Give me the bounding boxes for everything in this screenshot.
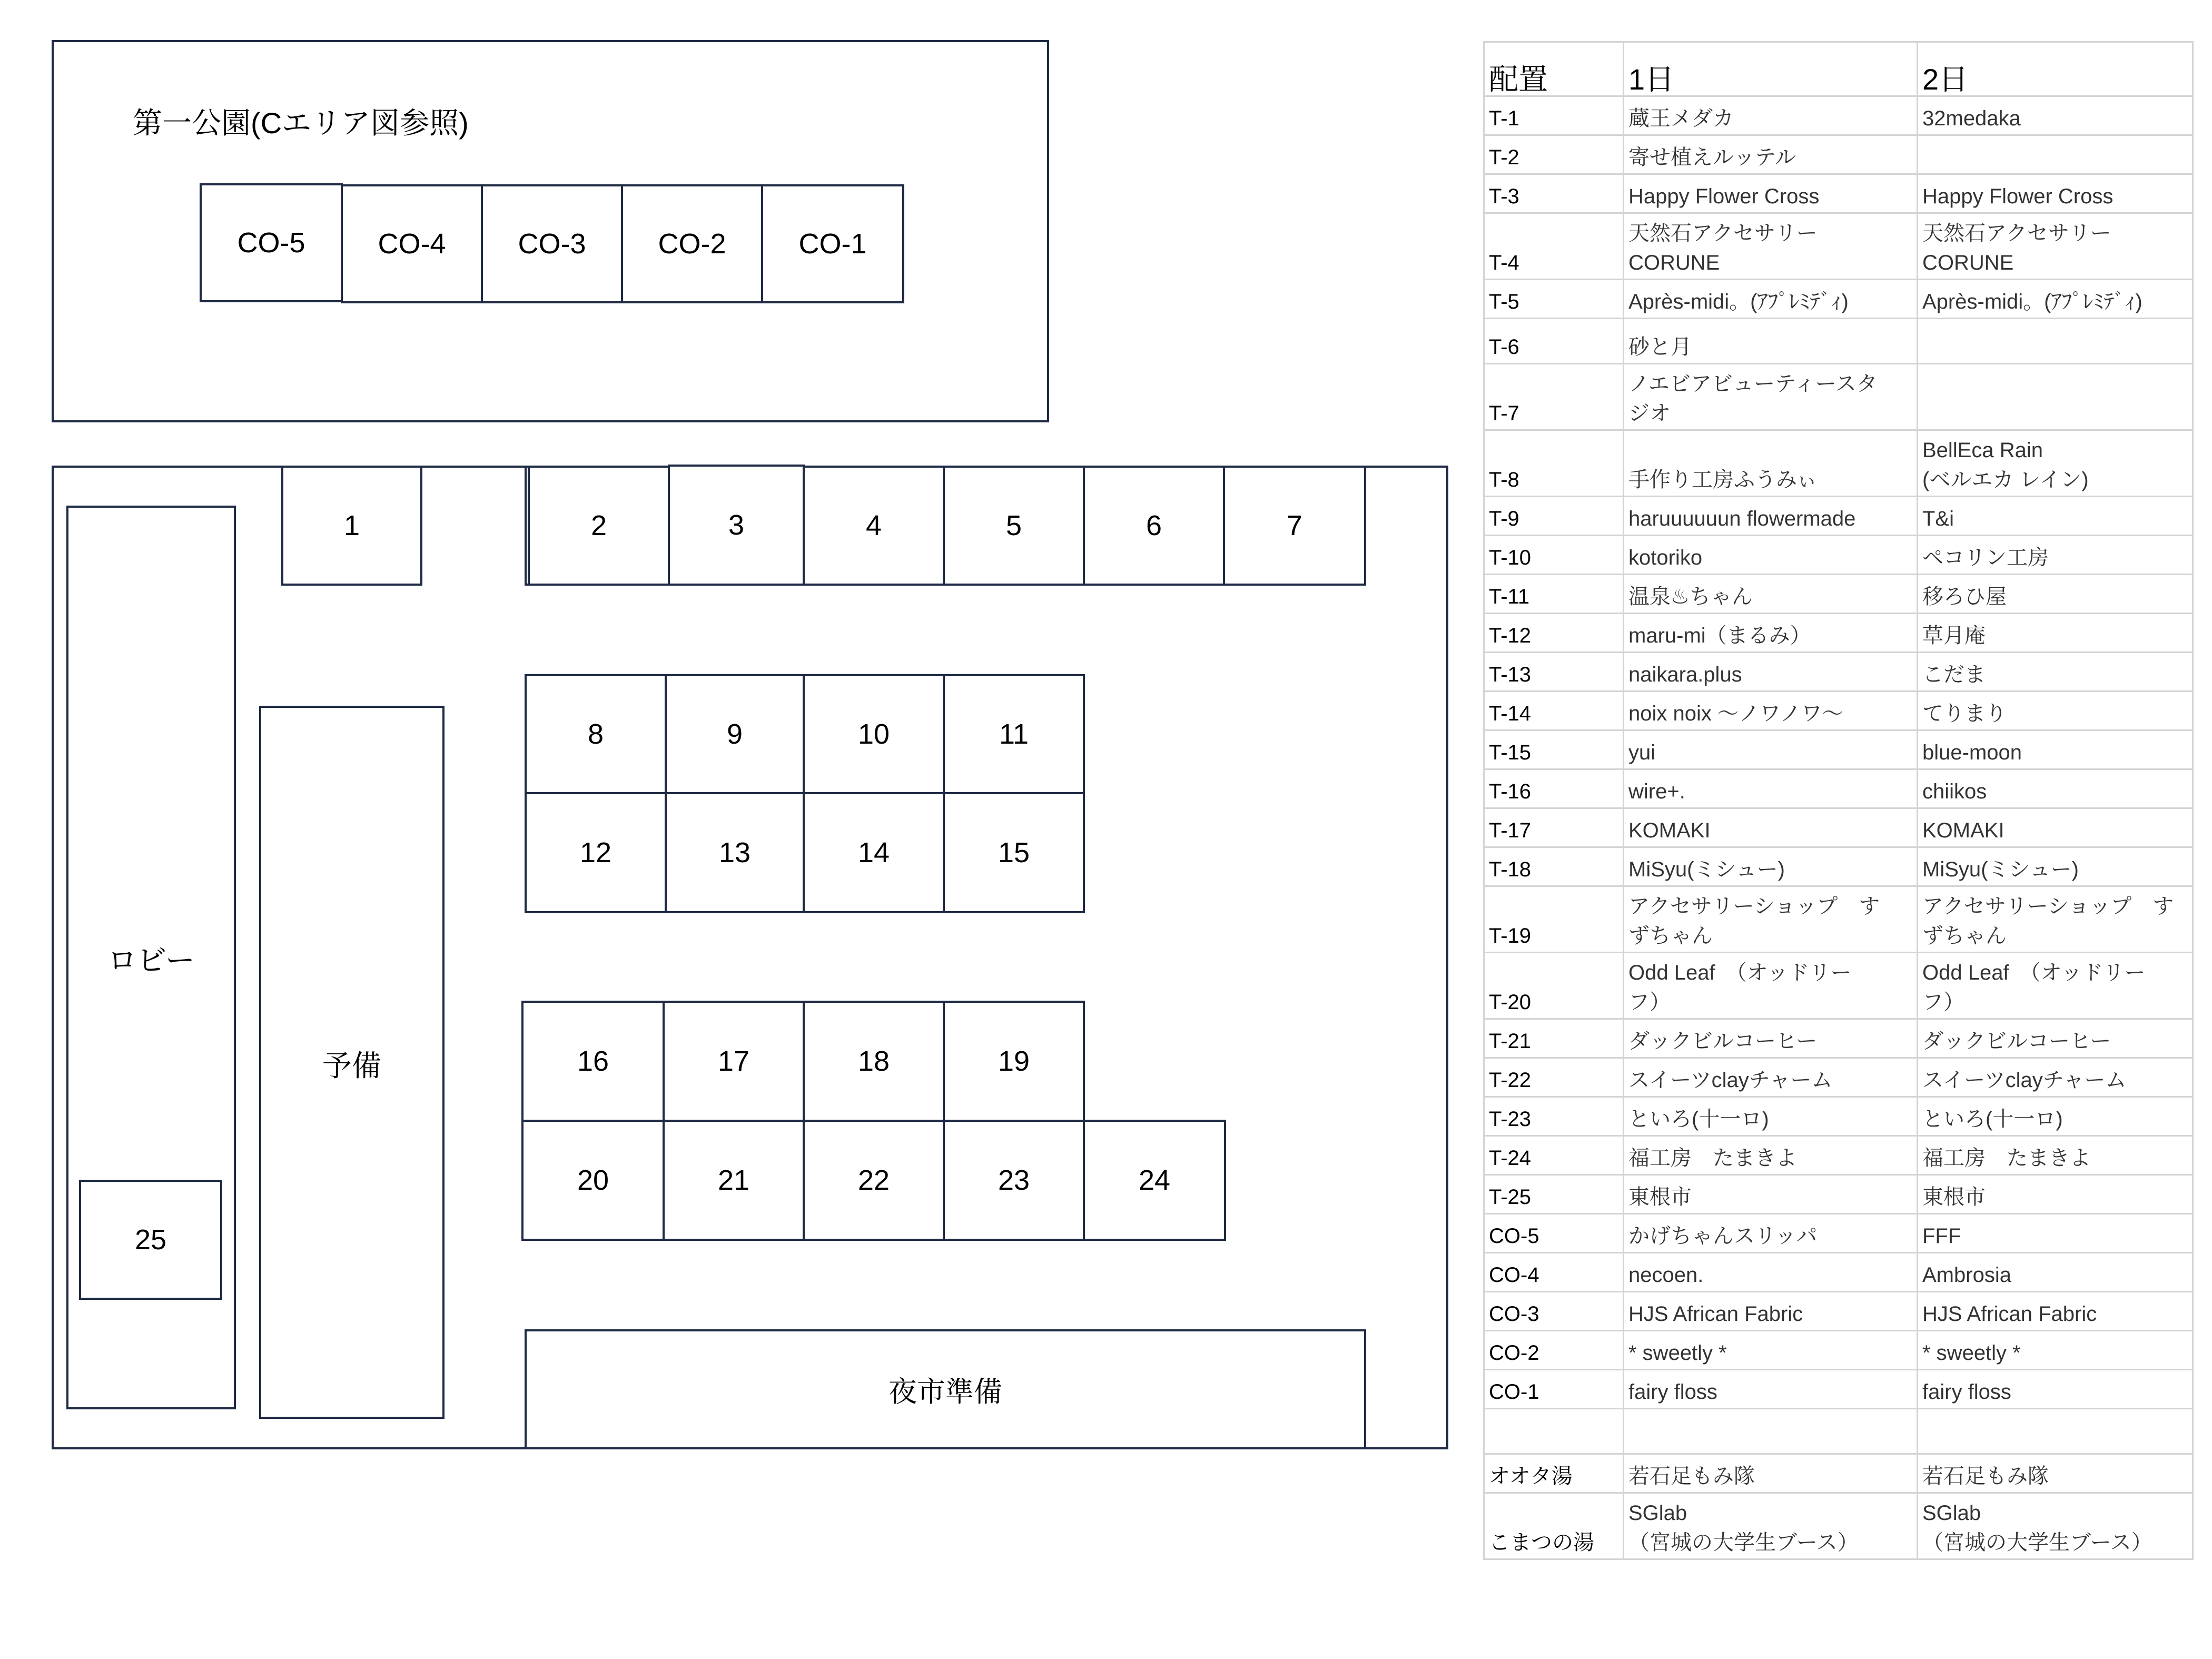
roster-row — [1484, 1019, 2193, 1058]
roster-day2-cell: fairy floss — [1918, 1370, 2193, 1409]
roster-day2-cell: Happy Flower Cross — [1918, 174, 2193, 213]
roster-day2-cell: 東根市 — [1918, 1175, 2193, 1214]
booth-16[interactable]: 16 — [521, 1001, 665, 1122]
roster-day1-cell: かげちゃんスリッパ — [1624, 1214, 1918, 1253]
roster-position-cell: T-6 — [1484, 319, 1624, 364]
booth-roster-table — [1483, 41, 2194, 1560]
roster-position-cell: T-22 — [1484, 1058, 1624, 1097]
roster-position-cell: T-17 — [1484, 808, 1624, 847]
roster-day1-cell: Après-midi。(ｱﾌﾟﾚﾐﾃﾞｨ) — [1624, 280, 1918, 319]
roster-row — [1484, 886, 2193, 953]
roster-row — [1484, 174, 2193, 213]
roster-position-cell — [1484, 1409, 1624, 1454]
roster-day2-cell: 32medaka — [1918, 96, 2193, 135]
roster-day2-cell: Odd Leaf （オッドリー フ） — [1918, 953, 2193, 1019]
roster-row — [1484, 364, 2193, 430]
roster-day1-cell: 福工房 たまきよ — [1624, 1136, 1918, 1175]
roster-position-cell: T-3 — [1484, 174, 1624, 213]
roster-day1-cell: 寄せ植えルッテル — [1624, 135, 1918, 174]
roster-row — [1484, 135, 2193, 174]
roster-day2-cell: 天然石アクセサリー CORUNE — [1918, 213, 2193, 280]
roster-day2-cell: アクセサリーショップ す ずちゃん — [1918, 886, 2193, 953]
roster-day1-cell: 砂と月 — [1624, 319, 1918, 364]
roster-row — [1484, 730, 2193, 769]
roster-day2-cell — [1918, 319, 2193, 364]
roster-day2-cell: 福工房 たまきよ — [1918, 1136, 2193, 1175]
roster-position-cell: T-12 — [1484, 614, 1624, 653]
roster-day1-cell: yui — [1624, 730, 1918, 769]
roster-day2-cell: * sweetly * — [1918, 1331, 2193, 1370]
header-day2: 2日 — [1918, 42, 2193, 96]
booth-24[interactable]: 24 — [1083, 1120, 1226, 1241]
booth-11[interactable]: 11 — [943, 674, 1085, 794]
roster-day2-cell: KOMAKI — [1918, 808, 2193, 847]
roster-row — [1484, 497, 2193, 536]
booth-9[interactable]: 9 — [665, 674, 805, 794]
roster-day1-cell: 手作り工房ふうみぃ — [1624, 430, 1918, 497]
roster-day1-cell: necoen. — [1624, 1253, 1918, 1292]
roster-position-cell: T-9 — [1484, 497, 1624, 536]
roster-day1-cell: naikara.plus — [1624, 653, 1918, 692]
roster-day1-cell: 東根市 — [1624, 1175, 1918, 1214]
roster-day1-cell: Happy Flower Cross — [1624, 174, 1918, 213]
roster-row — [1484, 1409, 2193, 1454]
roster-position-cell: T-5 — [1484, 280, 1624, 319]
park-booth-co2[interactable]: CO-2 — [621, 184, 763, 303]
night-market-area[interactable]: 夜市準備 — [525, 1329, 1366, 1449]
booth-15[interactable]: 15 — [943, 792, 1085, 913]
park-booth-co1[interactable]: CO-1 — [761, 184, 904, 303]
booth-10[interactable]: 10 — [803, 674, 945, 794]
roster-day1-cell: 蔵王メダカ — [1624, 96, 1918, 135]
roster-position-cell: T-24 — [1484, 1136, 1624, 1175]
roster-position-cell: T-11 — [1484, 575, 1624, 614]
roster-day1-cell: といろ(十一ロ) — [1624, 1097, 1918, 1136]
roster-day2-cell: 若石足もみ隊 — [1918, 1454, 2193, 1493]
roster-day1-cell: SGlab （宮城の大学生ブース） — [1624, 1493, 1918, 1559]
roster-position-cell: T-14 — [1484, 692, 1624, 730]
roster-day1-cell: haruuuuuun flowermade — [1624, 497, 1918, 536]
roster-row — [1484, 575, 2193, 614]
header-position: 配置 — [1484, 42, 1624, 96]
roster-day2-cell: SGlab （宮城の大学生ブース） — [1918, 1493, 2193, 1559]
roster-row — [1484, 692, 2193, 730]
roster-row — [1484, 1331, 2193, 1370]
roster-position-cell: T-10 — [1484, 536, 1624, 575]
booth-21[interactable]: 21 — [663, 1120, 805, 1241]
roster-day1-cell: kotoriko — [1624, 536, 1918, 575]
booth-14[interactable]: 14 — [803, 792, 945, 913]
roster-day2-cell: BellEca Rain (ベルエカ レイン) — [1918, 430, 2193, 497]
roster-day2-cell: chiikos — [1918, 769, 2193, 808]
roster-row — [1484, 536, 2193, 575]
roster-day2-cell: FFF — [1918, 1214, 2193, 1253]
roster-day1-cell: KOMAKI — [1624, 808, 1918, 847]
park-booth-co3[interactable]: CO-3 — [481, 184, 623, 303]
roster-day2-cell: 移ろひ屋 — [1918, 575, 2193, 614]
roster-position-cell: こまつの湯 — [1484, 1493, 1624, 1559]
roster-position-cell: オオタ湯 — [1484, 1454, 1624, 1493]
roster-day2-cell: こだま — [1918, 653, 2193, 692]
roster-row — [1484, 653, 2193, 692]
roster-position-cell: CO-2 — [1484, 1331, 1624, 1370]
roster-position-cell: T-8 — [1484, 430, 1624, 497]
booth-20[interactable]: 20 — [521, 1120, 665, 1241]
roster-day1-cell: noix noix 〜ノワノワ〜 — [1624, 692, 1918, 730]
roster-row — [1484, 1214, 2193, 1253]
roster-day2-cell: てりまり — [1918, 692, 2193, 730]
roster-day1-cell: 若石足もみ隊 — [1624, 1454, 1918, 1493]
park-title: 第一公園(Cエリア図参照) — [133, 106, 469, 140]
roster-row — [1484, 213, 2193, 280]
park-booth-co5[interactable]: CO-5 — [200, 183, 343, 302]
booth-5[interactable]: 5 — [943, 466, 1085, 586]
roster-day2-cell: T&i — [1918, 497, 2193, 536]
booth-6[interactable]: 6 — [1083, 466, 1225, 586]
roster-position-cell: T-20 — [1484, 953, 1624, 1019]
booth-2[interactable]: 2 — [528, 466, 670, 586]
roster-row — [1484, 1292, 2193, 1331]
roster-day2-cell — [1918, 135, 2193, 174]
roster-day1-cell: スイーツclayチャーム — [1624, 1058, 1918, 1097]
roster-header-row — [1484, 42, 2193, 96]
roster-position-cell: CO-5 — [1484, 1214, 1624, 1253]
roster-position-cell: T-13 — [1484, 653, 1624, 692]
roster-row — [1484, 808, 2193, 847]
roster-position-cell: T-19 — [1484, 886, 1624, 953]
roster-day1-cell: maru-mi（まるみ） — [1624, 614, 1918, 653]
booth-8[interactable]: 8 — [525, 674, 667, 794]
roster-row — [1484, 319, 2193, 364]
booth-23[interactable]: 23 — [943, 1120, 1085, 1241]
roster-day1-cell: Odd Leaf （オッドリー フ） — [1624, 953, 1918, 1019]
roster-position-cell: CO-4 — [1484, 1253, 1624, 1292]
booth-12[interactable]: 12 — [525, 792, 667, 913]
roster-day1-cell — [1624, 1409, 1918, 1454]
roster-position-cell: T-15 — [1484, 730, 1624, 769]
roster-day1-cell: HJS African Fabric — [1624, 1292, 1918, 1331]
roster-day2-cell: MiSyu(ミシュー) — [1918, 847, 2193, 886]
roster-day2-cell: Après-midi。(ｱﾌﾟﾚﾐﾃﾞｨ) — [1918, 280, 2193, 319]
roster-day2-cell: HJS African Fabric — [1918, 1292, 2193, 1331]
roster-position-cell: T-23 — [1484, 1097, 1624, 1136]
roster-day2-cell: スイーツclayチャーム — [1918, 1058, 2193, 1097]
roster-day2-cell — [1918, 1409, 2193, 1454]
reserve-label: 予備 — [322, 1049, 381, 1082]
booth-18[interactable]: 18 — [803, 1001, 945, 1122]
roster-day1-cell: * sweetly * — [1624, 1331, 1918, 1370]
header-day1: 1日 — [1624, 42, 1918, 96]
roster-row — [1484, 1175, 2193, 1214]
roster-row — [1484, 1370, 2193, 1409]
booth-1[interactable]: 1 — [281, 466, 422, 586]
roster-row — [1484, 614, 2193, 653]
roster-day1-cell: 天然石アクセサリー CORUNE — [1624, 213, 1918, 280]
roster-row — [1484, 847, 2193, 886]
roster-row — [1484, 430, 2193, 497]
booth-3[interactable]: 3 — [668, 465, 805, 586]
roster-day1-cell: MiSyu(ミシュー) — [1624, 847, 1918, 886]
roster-row — [1484, 280, 2193, 319]
roster-position-cell: T-2 — [1484, 135, 1624, 174]
park-booth-co4[interactable]: CO-4 — [341, 184, 483, 303]
roster-row — [1484, 1493, 2193, 1559]
roster-row — [1484, 1058, 2193, 1097]
booth-22[interactable]: 22 — [803, 1120, 945, 1241]
roster-day2-cell: といろ(十一ロ) — [1918, 1097, 2193, 1136]
roster-row — [1484, 1097, 2193, 1136]
booth-17[interactable]: 17 — [663, 1001, 805, 1122]
roster-day2-cell: ダックビルコーヒー — [1918, 1019, 2193, 1058]
booth-7[interactable]: 7 — [1223, 466, 1366, 586]
roster-day1-cell: ノエビアビューティースタ ジオ — [1624, 364, 1918, 430]
booth-25[interactable]: 25 — [79, 1180, 222, 1300]
roster-day2-cell — [1918, 364, 2193, 430]
booth-13[interactable]: 13 — [665, 792, 805, 913]
roster-position-cell: T-1 — [1484, 96, 1624, 135]
lobby-label: ロビー — [107, 944, 195, 977]
roster-day1-cell: wire+. — [1624, 769, 1918, 808]
roster-row — [1484, 953, 2193, 1019]
booth-4[interactable]: 4 — [803, 466, 945, 586]
roster-day2-cell: ペコリン工房 — [1918, 536, 2193, 575]
roster-day1-cell: ダックビルコーヒー — [1624, 1019, 1918, 1058]
roster-position-cell: T-18 — [1484, 847, 1624, 886]
roster-row — [1484, 96, 2193, 135]
roster-position-cell: T-25 — [1484, 1175, 1624, 1214]
roster-position-cell: T-16 — [1484, 769, 1624, 808]
roster-day1-cell: fairy floss — [1624, 1370, 1918, 1409]
roster-position-cell: CO-3 — [1484, 1292, 1624, 1331]
roster-day1-cell: アクセサリーショップ す ずちゃん — [1624, 886, 1918, 953]
booth-19[interactable]: 19 — [943, 1001, 1085, 1122]
roster-position-cell: CO-1 — [1484, 1370, 1624, 1409]
roster-position-cell: T-7 — [1484, 364, 1624, 430]
roster-row — [1484, 1136, 2193, 1175]
roster-row — [1484, 1253, 2193, 1292]
roster-row — [1484, 769, 2193, 808]
roster-day2-cell: Ambrosia — [1918, 1253, 2193, 1292]
roster-day2-cell: blue-moon — [1918, 730, 2193, 769]
roster-day1-cell: 温泉♨ちゃん — [1624, 575, 1918, 614]
roster-day2-cell: 草月庵 — [1918, 614, 2193, 653]
roster-row — [1484, 1454, 2193, 1493]
roster-position-cell: T-4 — [1484, 213, 1624, 280]
roster-position-cell: T-21 — [1484, 1019, 1624, 1058]
